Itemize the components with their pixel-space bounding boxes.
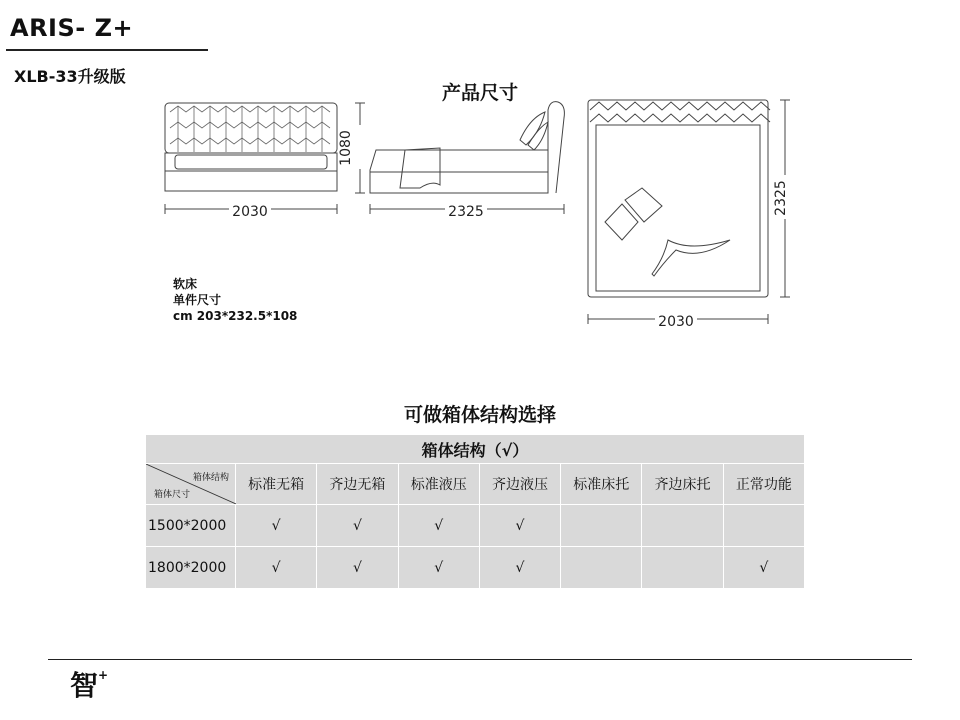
front-view-drawing bbox=[165, 103, 337, 214]
column-header: 标准床托 bbox=[561, 464, 642, 505]
table-cell: √ bbox=[398, 547, 479, 589]
row-size: 1800*2000 bbox=[146, 547, 236, 589]
dimensions-title: 产品尺寸 bbox=[441, 82, 518, 104]
corner-top-label: 箱体结构 bbox=[192, 473, 229, 483]
column-header: 齐边液压 bbox=[479, 464, 560, 505]
table-cell bbox=[642, 505, 723, 547]
column-header: 标准液压 bbox=[398, 464, 479, 505]
structure-table bbox=[145, 434, 805, 589]
table-cell bbox=[723, 505, 804, 547]
table-cell: √ bbox=[723, 547, 804, 589]
top-length-label: 2325 bbox=[773, 180, 789, 216]
column-header: 正常功能 bbox=[723, 464, 804, 505]
top-width-label: 2030 bbox=[658, 314, 694, 330]
table-cell: √ bbox=[479, 547, 560, 589]
table-cell bbox=[561, 505, 642, 547]
table-cell bbox=[561, 547, 642, 589]
table-header: 箱体结构（√） bbox=[146, 435, 805, 464]
model-name: XLB-33升级版 bbox=[14, 67, 126, 86]
table-cell: √ bbox=[317, 547, 398, 589]
corner-cell bbox=[146, 464, 236, 505]
footer-logo bbox=[70, 664, 108, 704]
column-header: 齐边无箱 bbox=[317, 464, 398, 505]
row-size: 1500*2000 bbox=[146, 505, 236, 547]
table-cell: √ bbox=[398, 505, 479, 547]
table-row bbox=[146, 505, 805, 547]
spec-dimensions: cm 203*232.5*108 bbox=[173, 309, 298, 323]
corner-bottom-label: 箱体尺寸 bbox=[154, 490, 191, 500]
table-row bbox=[146, 547, 805, 589]
spec-block bbox=[173, 276, 297, 324]
footer-logo-text: 智 bbox=[70, 669, 99, 702]
structure-title: 可做箱体结构选择 bbox=[403, 404, 556, 426]
front-width-label: 2030 bbox=[232, 204, 268, 220]
side-view-drawing bbox=[355, 102, 564, 214]
table-cell bbox=[642, 547, 723, 589]
table-cell: √ bbox=[236, 547, 317, 589]
footer-logo-sup: + bbox=[98, 667, 109, 682]
side-height-label: 1080 bbox=[338, 130, 354, 166]
column-header: 标准无箱 bbox=[236, 464, 317, 505]
top-view-drawing bbox=[588, 100, 790, 324]
footer-divider bbox=[48, 659, 912, 660]
spec-type: 软床 bbox=[173, 277, 198, 291]
table-cell: √ bbox=[236, 505, 317, 547]
brand-title: ARIS- Z+ bbox=[10, 14, 134, 42]
side-length-label: 2325 bbox=[448, 204, 484, 220]
table-cell: √ bbox=[317, 505, 398, 547]
table-cell: √ bbox=[479, 505, 560, 547]
spec-unit-label: 单件尺寸 bbox=[173, 293, 222, 307]
column-header: 齐边床托 bbox=[642, 464, 723, 505]
